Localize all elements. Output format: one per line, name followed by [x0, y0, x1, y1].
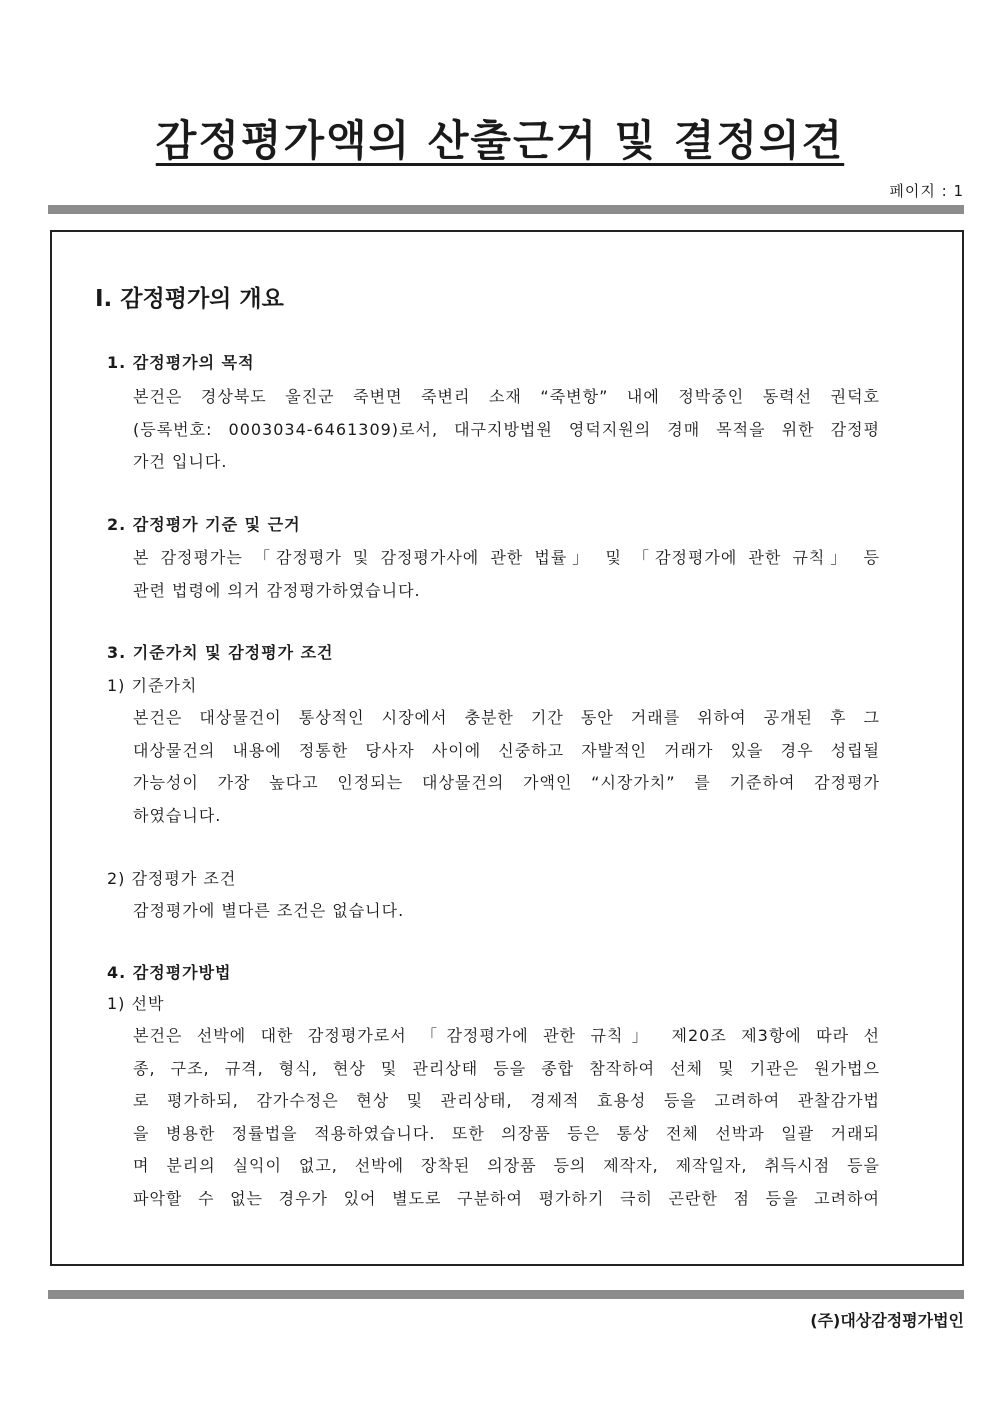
subsection-heading-base-value: 1) 기준가치	[107, 676, 198, 695]
text-line: 감정평가에 별다른 조건은 없습니다.	[133, 901, 405, 920]
text-line: 본건은 대상물건이 통상적인 시장에서 충분한 기간 동안 거래를 위하여 공개된 후 그	[133, 708, 880, 727]
section-heading-value-conditions: 3. 기준가치 및 감정평가 조건	[107, 643, 334, 662]
text-line: (등록번호: 0003034-6461309)로서, 대구지방법원 영덕지원의 경매 목적을 위한 감정평	[133, 419, 880, 439]
paragraph-vessel	[133, 1020, 880, 1215]
subsection-heading-vessel: 1) 선박	[107, 994, 165, 1013]
paragraph-base-value	[133, 702, 880, 832]
paragraph-conditions	[133, 895, 880, 928]
text-line: 파악할 수 없는 경우가 있어 별도로 구분하여 평가하기 극히 곤란한 점 등을 고려하여	[133, 1188, 880, 1208]
text-line: 가건 입니다.	[133, 452, 228, 471]
subsection-heading-conditions: 2) 감정평가 조건	[107, 869, 237, 888]
text-line: 가능성이 가장 높다고 인정되는 대상물건의 가액인 “시장가치” 를 기준하여 감정평가	[133, 773, 880, 792]
text-line: 본건은 경상북도 울진군 죽변면 죽변리 소재 “죽변항” 내에 정박중인 동력선 권덕호	[133, 387, 880, 406]
top-divider	[48, 205, 964, 214]
document-title: 감정평가액의 산출근거 및 결정의견	[155, 116, 845, 165]
text-line: 로 평가하되, 감가수정은 현상 및 관리상태, 경제적 효용성 등을 고려하여 관찰감가법	[133, 1091, 880, 1110]
page-number: 페이지 : 1	[889, 182, 964, 200]
text-line: 며 분리의 실익이 없고, 선박에 장착된 의장품 등의 제작자, 제작일자, 취득시점 등을	[133, 1156, 880, 1175]
text-line: 대상물건의 내용에 정통한 당사자 사이에 신중하고 자발적인 거래가 있을 경우 성립될	[133, 740, 880, 760]
paragraph-basis	[133, 542, 880, 607]
section-heading-basis: 2. 감정평가 기준 및 근거	[107, 515, 301, 534]
text-line: 종, 구조, 규격, 형식, 현상 및 관리상태 등을 종합 참작하여 선체 및 기관은 원가법으	[133, 1058, 880, 1078]
text-line: 관련 법령에 의거 감정평가하였습니다.	[133, 580, 421, 600]
text-line: 하였습니다.	[133, 805, 222, 825]
section-heading-method: 4. 감정평가방법	[107, 963, 232, 982]
bottom-divider	[48, 1290, 964, 1299]
text-line: 을 병용한 정률법을 적용하였습니다. 또한 의장품 등은 통상 전체 선박과 일괄 거래되	[133, 1123, 880, 1143]
section-heading-purpose: 1. 감정평가의 목적	[107, 353, 255, 372]
main-heading: Ⅰ. 감정평가의 개요	[95, 286, 284, 312]
paragraph-purpose	[133, 381, 880, 479]
text-line: 본 감정평가는 「감정평가 및 감정평가사에 관한 법률」 및 「감정평가에 관한 규칙」 등	[133, 548, 880, 567]
firm-name: (주)대상감정평가법인	[810, 1311, 964, 1330]
text-line: 본건은 선박에 대한 감정평가로서 「감정평가에 관한 규칙」 제20조 제3항에 따라 선	[133, 1026, 880, 1045]
